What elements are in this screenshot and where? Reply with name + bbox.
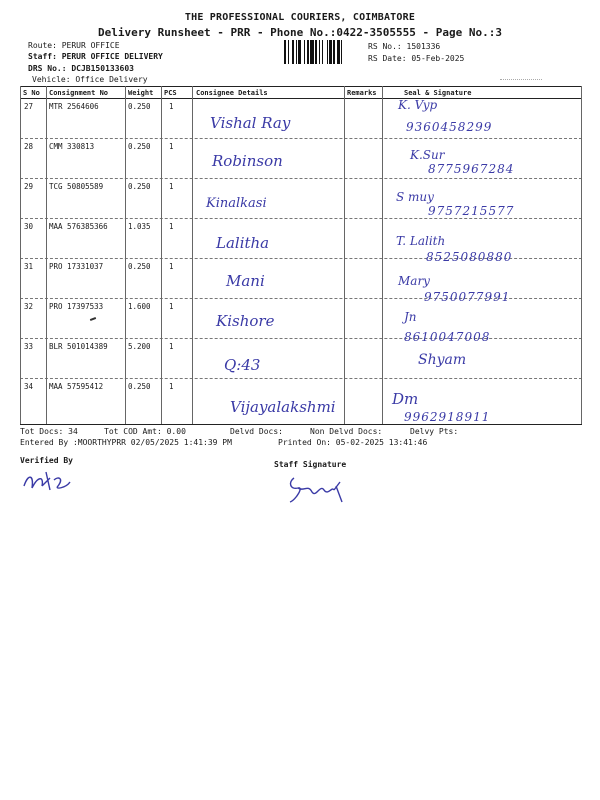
row-signature: Mary (398, 274, 430, 288)
total-cod: Tot COD Amt: 0.00 (104, 427, 186, 436)
row-divider (20, 338, 582, 339)
row-weight: 0.250 (128, 182, 151, 191)
row-signature: S muy (396, 190, 434, 204)
row-weight: 0.250 (128, 142, 151, 151)
col-rule (581, 86, 582, 424)
row-pcs: 1 (169, 342, 174, 351)
col-rule (20, 86, 21, 424)
printed-on: Printed On: 05-02-2025 13:41:46 (278, 438, 428, 447)
row-sno: 34 (24, 382, 34, 391)
row-consignment: TCG 50805589 (49, 182, 104, 191)
row-divider (20, 138, 582, 139)
col-header-sno: S No (23, 89, 40, 97)
row-weight: 5.200 (128, 342, 151, 351)
row-pcs: 1 (169, 182, 174, 191)
row-consignee-handwritten: Kishore (216, 312, 275, 330)
col-rule (161, 86, 162, 424)
entered-by: Entered By :MOORTHYPRR 02/05/2025 1:41:39 PM (20, 438, 232, 447)
row-phone: 8525080880 (426, 250, 513, 264)
stamp-mark (500, 66, 542, 80)
row-phone: 9757215577 (428, 204, 515, 218)
company-title: THE PROFESSIONAL COURIERS, COIMBATORE (184, 12, 416, 23)
row-weight: 1.600 (128, 302, 151, 311)
row-signature: Jn (404, 310, 417, 324)
row-pcs: 1 (169, 142, 174, 151)
row-sno: 31 (24, 262, 34, 271)
row-signature: K.Sur (410, 148, 445, 162)
row-consignment: BLR 501014389 (49, 342, 108, 351)
rs-number: RS No.: 1501336 (368, 42, 441, 51)
staff-label: Staff: PERUR OFFICE DELIVERY (28, 52, 163, 61)
verified-by-label: Verified By (20, 456, 73, 465)
row-sno: 29 (24, 182, 34, 191)
delivered-docs: Delvd Docs: (230, 427, 283, 436)
row-signature: Dm (392, 390, 419, 408)
row-pcs: 1 (169, 302, 174, 311)
row-pcs: 1 (169, 382, 174, 391)
row-pcs: 1 (169, 262, 174, 271)
row-sno: 32 (24, 302, 34, 311)
row-pcs: 1 (169, 222, 174, 231)
row-phone: 9750077991 (424, 290, 511, 304)
row-consignment: CMM 330813 (49, 142, 95, 151)
col-rule (192, 86, 193, 424)
row-sno: 33 (24, 342, 34, 351)
staff-signature-scrawl (284, 472, 354, 508)
row-consignee-handwritten: Mani (226, 272, 265, 290)
row-consignment: PRO 17331037 (49, 262, 104, 271)
row-phone: 8775967284 (428, 162, 515, 176)
runsheet-subtitle: Delivery Runsheet - PRR - Phone No.:0422-3505555 - Page No.:3 (98, 26, 502, 39)
barcode-bar (342, 40, 344, 64)
verified-signature-scrawl (20, 466, 80, 496)
row-phone: 9360458299 (406, 120, 493, 134)
row-pcs: 1 (169, 102, 174, 111)
row-weight: 1.035 (128, 222, 151, 231)
row-phone: 9962918911 (404, 410, 491, 424)
row-weight: 0.250 (128, 382, 151, 391)
col-rule (382, 86, 383, 424)
col-rule (344, 86, 345, 424)
row-sno: 28 (24, 142, 34, 151)
row-consignee-handwritten: Q:43 (224, 356, 261, 374)
row-consignment: MAA 57595412 (49, 382, 104, 391)
col-header-seal-signature: Seal & Signature (404, 89, 472, 97)
col-header-pcs: PCS (164, 89, 177, 97)
ink-mark (90, 317, 96, 321)
col-header-consignee: Consignee Details (196, 89, 268, 97)
rs-date: RS Date: 05-Feb-2025 (368, 54, 465, 63)
table-bottom-rule (20, 424, 582, 425)
col-rule (125, 86, 126, 424)
row-sno: 27 (24, 102, 34, 111)
row-signature: Shyam (418, 352, 467, 368)
col-header-remarks: Remarks (347, 89, 377, 97)
col-rule (46, 86, 47, 424)
row-consignee-handwritten: Vishal Ray (210, 114, 291, 132)
barcode-graphic (284, 40, 364, 64)
table-header-rule (20, 98, 582, 99)
row-weight: 0.250 (128, 102, 151, 111)
row-divider (20, 218, 582, 219)
row-divider (20, 178, 582, 179)
non-delivered-docs: Non Delvd Docs: (310, 427, 383, 436)
row-signature: K. Vyp (398, 98, 438, 112)
row-phone: 8610047008 (404, 330, 491, 344)
col-header-weight: Weight (128, 89, 154, 97)
route-label: Route: PERUR OFFICE (28, 41, 120, 50)
col-header-consignment: Consignment No (49, 89, 109, 97)
row-consignee-handwritten: Lalitha (216, 234, 270, 252)
row-signature: T. Lalith (396, 234, 446, 248)
total-docs: Tot Docs: 34 (20, 427, 78, 436)
vehicle-label: Vehicle: Office Delivery (32, 75, 148, 84)
staff-signature-label: Staff Signature (274, 460, 347, 469)
drs-number: DRS No.: DCJB150133603 (28, 64, 134, 73)
row-consignment: PRO 17397533 (49, 302, 104, 311)
delivery-points: Delvy Pts: (410, 427, 459, 436)
row-consignment: MAA 576385366 (49, 222, 108, 231)
table-top-rule (20, 86, 582, 87)
row-consignee-handwritten: Kinalkasi (206, 196, 267, 211)
row-sno: 30 (24, 222, 34, 231)
row-consignee-handwritten: Robinson (212, 152, 283, 170)
row-divider (20, 378, 582, 379)
row-weight: 0.250 (128, 262, 151, 271)
row-consignment: MTR 2564606 (49, 102, 99, 111)
row-consignee-handwritten: Vijayalakshmi (230, 398, 336, 416)
